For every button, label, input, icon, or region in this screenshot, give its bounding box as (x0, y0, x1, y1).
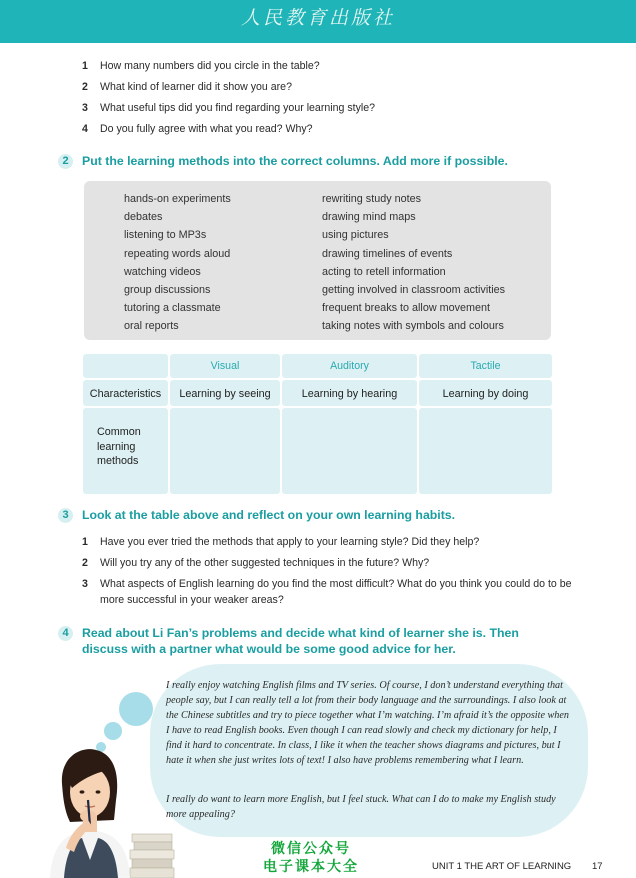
exercise-number: 3 (58, 508, 73, 523)
publisher-logo: 人民教育出版社 (240, 7, 395, 29)
exercise-number: 2 (58, 154, 73, 169)
column-header-tactile: Tactile (470, 360, 501, 372)
list-item: watching videos (124, 265, 201, 278)
table-header-cell (419, 354, 552, 378)
watermark-line: 电子课本大全 (263, 858, 359, 874)
list-item: 2 What kind of learner did it show you are? (82, 81, 292, 93)
list-item: 1 Have you ever tried the methods that apply to your learning style? Did they help? (82, 536, 480, 548)
thought-bubble-dot (119, 692, 153, 726)
list-item: using pictures (322, 229, 389, 242)
page-number: 17 (592, 861, 603, 872)
list-item: 3 What useful tips did you find regarding your learning style? (82, 102, 376, 114)
column-header-visual: Visual (210, 360, 240, 372)
speech-paragraph: I really do want to learn more English, but I feel stuck. What can I do to make my English study more appealing? (166, 794, 556, 821)
list-item: getting involved in classroom activities (322, 284, 506, 297)
list-item: frequent breaks to allow movement (322, 302, 491, 315)
table-row-label: Characteristics (83, 380, 168, 406)
list-item: repeating words aloud (124, 247, 231, 260)
methods-column-left (124, 190, 231, 336)
list-item: drawing timelines of events (322, 247, 453, 260)
table-cell: Learning by doing (419, 380, 552, 406)
list-item: drawing mind maps (322, 211, 416, 224)
list-item: hands-on experiments (124, 193, 231, 205)
table-cell: Learning by seeing (170, 380, 280, 406)
table-cell-empty[interactable] (419, 408, 552, 494)
student-illustration (30, 740, 180, 878)
list-item: 1 How many numbers did you circle in the table? (82, 60, 320, 72)
list-item: acting to retell information (322, 265, 446, 278)
questions-list-1 (82, 59, 580, 143)
list-item: debates (124, 211, 163, 224)
speech-bubble (150, 664, 588, 837)
table-row-label: Common learning methods (83, 408, 168, 494)
questions-list-3 (82, 535, 580, 608)
methods-box (84, 181, 551, 340)
table-header-cell (83, 354, 168, 378)
list-item: rewriting study notes (322, 193, 422, 205)
list-item: taking notes with symbols and colours (322, 320, 504, 333)
list-item: group discussions (124, 284, 211, 297)
thought-bubble-dot (104, 722, 122, 740)
list-item: oral reports (124, 320, 179, 333)
table-header-cell (170, 354, 280, 378)
list-item: listening to MP3s (124, 229, 207, 242)
speech-paragraph: I really enjoy watching English films and TV series. Of course, I don’t understand everything that people say, but I can really tell a lot from their body language and the surroundings. I also look at the Chinese subtitles and try to piece together what I’m watching. I’m afraid it’s the opposite when I have to read English books. Even though I can read slowly and check my dictionary for help, I find it hard to concentrate. In class, I like it when the teacher shows diagrams and pictures, but I hate it when she just writes lots of text! I also have problems remembering what I learn. (166, 680, 570, 767)
table-cell-empty[interactable] (282, 408, 417, 494)
table-cell-empty[interactable] (170, 408, 280, 494)
exercise-number: 4 (58, 626, 73, 641)
table-header-cell (282, 354, 417, 378)
watermark-line: 微信公众号 (271, 840, 351, 856)
list-item: 4 Do you fully agree with what you read? Why? (82, 123, 313, 135)
exercise-title: Look at the table above and reflect on your own learning habits. (82, 508, 456, 522)
list-item: tutoring a classmate (124, 302, 221, 315)
learning-styles-table (83, 354, 552, 494)
methods-column-right (322, 190, 505, 336)
exercise-title: Read about Li Fan’s problems and decide what kind of learner she is. Then discuss with a partner what would be some good advice for her. (82, 626, 519, 656)
footer-unit-title: UNIT 1 THE ART OF LEARNING (432, 861, 572, 872)
list-item: 3 What aspects of English learning do you find the most difficult? What do you think you could do to be more successful in your weaker areas? (82, 578, 572, 606)
column-header-auditory: Auditory (330, 360, 369, 372)
list-item: 2 Will you try any of the other suggested techniques in the future? Why? (82, 557, 430, 569)
exercise-title: Put the learning methods into the correct columns. Add more if possible. (82, 154, 508, 168)
header-bar (0, 0, 636, 43)
table-cell: Learning by hearing (282, 380, 417, 406)
